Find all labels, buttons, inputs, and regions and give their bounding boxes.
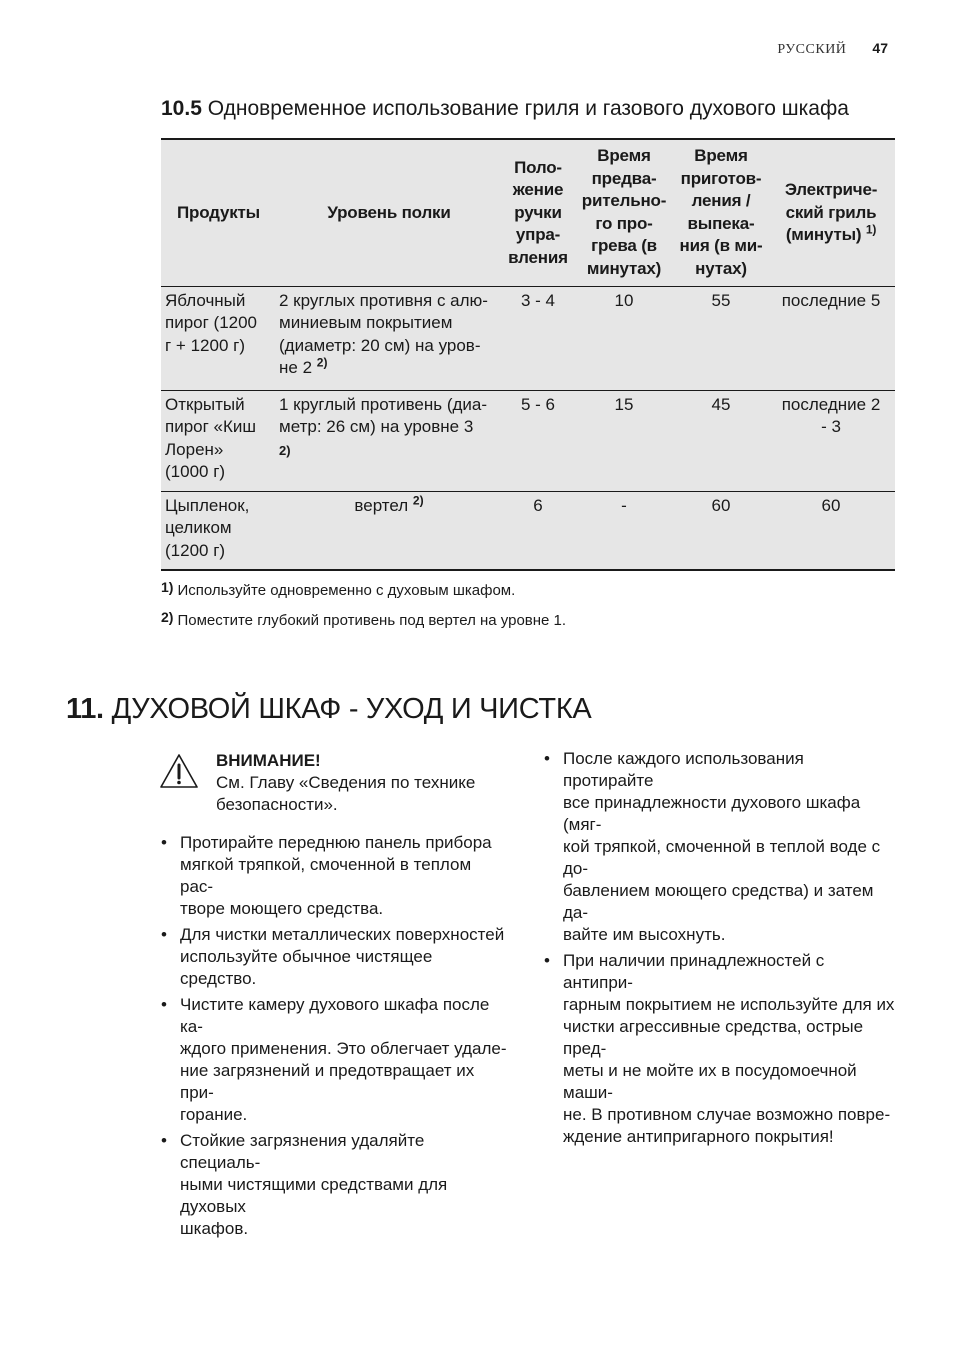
table-row [161, 491, 895, 570]
shelf-footnote: 2) [412, 492, 424, 507]
cell-grill: последние 5 [767, 286, 895, 390]
warning-text-block [216, 750, 475, 816]
cell-shelf: 2 круглых противня с алю- миниевым покрытием (диаметр: 20 см) на уров- не 2 $^{2)}$ [275, 286, 503, 390]
subsection-title-text: Одновременное использование гриля и газового духового шкафа [207, 97, 849, 120]
warning-triangle-icon [158, 752, 200, 790]
cell-knob: 5 - 6 [503, 390, 573, 491]
cell-grill: 60 [767, 491, 895, 570]
cell-preheat: 15 [573, 390, 675, 491]
section-title [66, 693, 591, 726]
shelf-footnote: 2) [316, 355, 328, 370]
cell-shelf: вертел $^{2)}$ [275, 491, 503, 570]
cell-preheat: 10 [573, 286, 675, 390]
header-electric-grill: Электриче- ский гриль (минуты) $^{1)}$ [767, 139, 895, 286]
cell-product: Открытый пирог «Киш Лорен» (1000 г) [161, 390, 275, 491]
page-number: 47 [872, 40, 888, 56]
header-grill-footnote: 1) [865, 222, 877, 237]
table-footnotes [161, 574, 566, 634]
list-item: • Для чистки металлических поверхностей используйте обычное чистящее средство. [161, 925, 505, 988]
list-item: • Протирайте переднюю панель прибора мягкой тряпкой, смоченной в теплом рас- творе моющего средства. [161, 833, 492, 918]
subsection-number: 10.5 [161, 97, 202, 120]
warning-title: ВНИМАНИЕ! [216, 751, 321, 770]
warning-block [158, 750, 508, 816]
bullet-dot: • [544, 951, 550, 970]
footnote-1 [161, 574, 566, 604]
bullet-dot: • [161, 995, 167, 1014]
cell-knob: 6 [503, 491, 573, 570]
footnote-text: Поместите глубокий противень под вертел на уровне 1. [177, 612, 567, 629]
left-bullet-list [161, 832, 507, 1244]
cell-preheat: - [573, 491, 675, 570]
bullet-dot: • [161, 1131, 167, 1150]
cell-cook: 55 [675, 286, 767, 390]
table-row [161, 286, 895, 390]
header-preheat-time: Время предва- рительно- го про- грева (в минутах) [573, 139, 675, 286]
right-bullet-list [544, 748, 898, 1152]
header-products: Продукты [161, 139, 275, 286]
header-knob-position: Поло- жение ручки упра- вления [503, 139, 573, 286]
bullet-dot: • [544, 749, 550, 768]
section-number: 11. [66, 693, 104, 725]
cell-knob: 3 - 4 [503, 286, 573, 390]
subsection-title [161, 97, 849, 121]
footnote-text: Используйте одновременно с духовым шкафом. [177, 582, 516, 599]
list-item: • При наличии принадлежностей с антипри- гарным покрытием не используйте для их чистки агрессивные средства, острые пред- меты и не мойте их в посудомоечной маши- не. В противном случае возможно повре- ждение антипригарного покрытия! [544, 951, 895, 1146]
list-item: • Стойкие загрязнения удаляйте специаль- ными чистящими средствами для духовых шкафов. [161, 1131, 448, 1238]
shelf-footnote: 2) [279, 442, 291, 458]
cell-product: Яблочный пирог (1200 г + 1200 г) [161, 286, 275, 390]
table-row [161, 390, 895, 491]
footnote-mark: 2) [161, 609, 174, 625]
footnote-2 [161, 604, 566, 634]
bullet-dot: • [161, 833, 167, 852]
bullet-dot: • [161, 925, 167, 944]
header-shelf-level: Уровень полки [275, 139, 503, 286]
cell-grill: последние 2 - 3 [767, 390, 895, 491]
list-item: • После каждого использования протирайте все принадлежности духового шкафа (мяг- кой тряпкой, смоченной в теплой воде с до- бавлением моющего средства) и затем да- вайте им высохнуть. [544, 749, 881, 944]
cell-cook: 45 [675, 390, 767, 491]
header-language: РУССКИЙ [777, 42, 847, 57]
section-title-text: ДУХОВОЙ ШКАФ - УХОД И ЧИСТКА [111, 693, 592, 725]
cell-cook: 60 [675, 491, 767, 570]
table-header-row [161, 139, 895, 286]
running-head [777, 40, 888, 58]
warning-body: См. Главу «Сведения по технике безопасности». [216, 773, 476, 814]
footnote-mark: 1) [161, 579, 174, 595]
cell-product: Цыпленок, целиком (1200 г) [161, 491, 275, 570]
list-item: • Чистите камеру духового шкафа после ка- ждого применения. Это облегчает удале- ние загрязнений и предотвращает их при- горание. [161, 995, 507, 1124]
cell-shelf: 1 круглый противень (диа- метр: 26 см) на уровне 3 2) [275, 390, 503, 491]
header-cook-time: Время приготов- ления / выпека- ния (в ми- нутах) [675, 139, 767, 286]
cooking-table [161, 138, 895, 571]
